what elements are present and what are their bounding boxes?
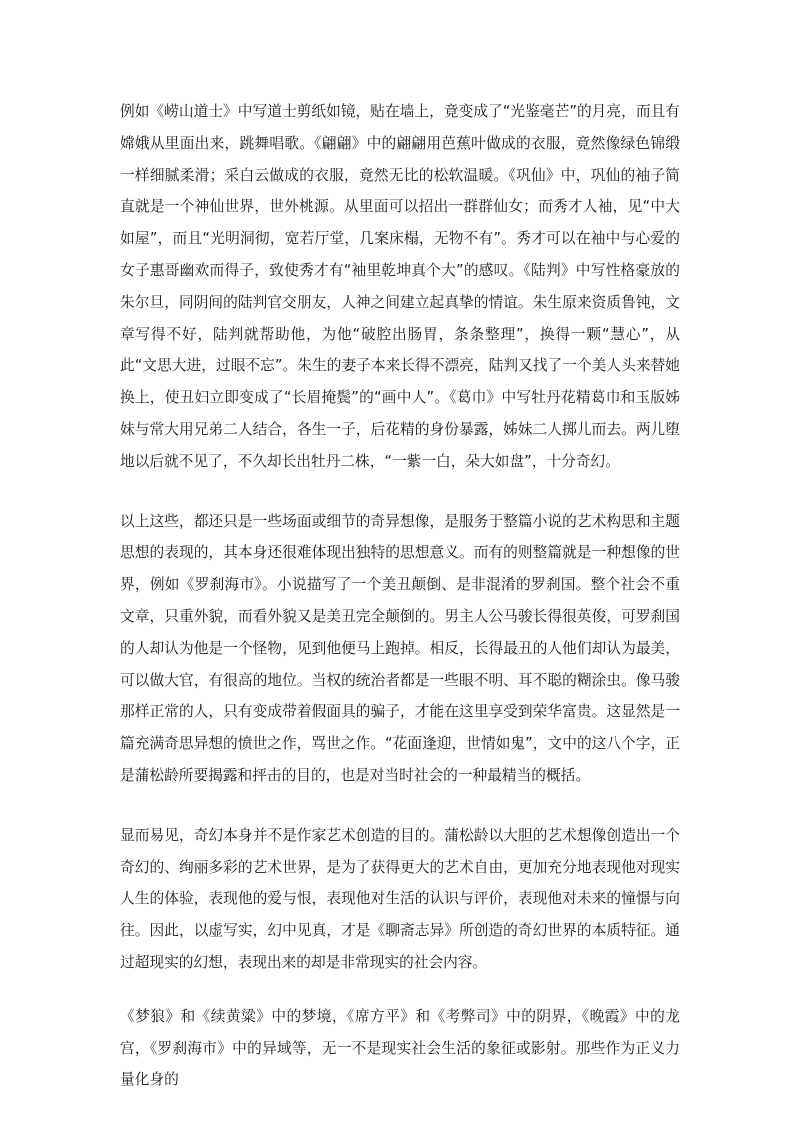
paragraph-2: 以上这些，都还只是一些场面或细节的奇异想像，是服务于整篇小说的艺术构思和主题思想的表现的，其本身还很难体现出独特的思想意义。而有的则整篇就是一种想像的世界，例如《罗刹海市》。小说描写了一个美丑颠倒、是非混淆的罗刹国。整个社会不重文章，只重外貌，而看外貌又是美丑完全颠倒的。男主人公马骏长得很英俊，可罗刹国的人却认为他是一个怪物，见到他便马上跑掉。相反，长得最丑的人他们却认为最美，可以做大官，有很高的地位。当权的统治者都是一些眼不明、耳不聪的糊涂虫。像马骏那样正常的人，只有变成带着假面具的骗子，才能在这里享受到荣华富贵。这显然是一篇充满奇思异想的愤世之作，骂世之作。“花面逢迎，世情如鬼”，文中的这八个字，正是蒲松龄所要揭露和抨击的目的，也是对当时社会的一种最精当的概括。 <box>120 512 680 784</box>
paragraph-3: 显而易见，奇幻本身并不是作家艺术创造的目的。蒲松龄以大胆的艺术想像创造出一个奇幻的、绚丽多彩的艺术世界，是为了获得更大的艺术自由，更加充分地表现他对现实人生的体验，表现他的爱与恨，表现他对生活的认识与评价，表现他对未来的憧憬与向往。因此，以虚写实，幻中见真，才是《聊斋志异》所创造的奇幻世界的本质特征。通过超现实的幻想，表现出来的却是非常现实的社会内容。 <box>120 826 680 971</box>
paragraph-1: 例如《崂山道士》中写道士剪纸如镜，贴在墙上，竟变成了“光鉴毫芒”的月亮，而且有嫦娥从里面出来，跳舞唱歌。《翩翩》中的翩翩用芭蕉叶做成的衣服，竟然像绿色锦缎一样细腻柔滑；采白云做成的衣服，竟然无比的松软温暖。《巩仙》中，巩仙的袖子简直就是一个神仙世界，世外桃源。从里面可以招出一群群仙女；而秀才人袖，见“中大如屋”，而且“光明洞彻，宽若厅堂，几案床榻，无物不有”。秀才可以在袖中与心爱的女子惠哥幽欢而得子，致使秀才有“袖里乾坤真个大”的感叹。《陆判》中写性格豪放的朱尔旦，同阴间的陆判官交朋友，人神之间建立起真挚的情谊。朱生原来资质鲁钝，文章写得不好，陆判就帮助他，为他“破腔出肠胃，条条整理”，换得一颗“慧心”，从此“文思大进，过眼不忘”。朱生的妻子本来长得不漂亮，陆判又找了一个美人头来替她换上，使丑妇立即变成了“长眉掩鬓”的“画中人”。《葛巾》中写牡丹花精葛巾和玉版姊妹与常大用兄弟二人结合，各生一子，后花精的身份暴露，姊妹二人掷儿而去。两儿堕地以后就不见了，不久却长出牡丹二株，“一紫一白，朵大如盘”，十分奇幻。 <box>120 103 680 470</box>
document-page <box>120 96 680 1096</box>
paragraph-4: 《梦狼》和《续黄粱》中的梦境，《席方平》和《考弊司》中的阴界，《晚霞》中的龙宫，《罗刹海市》中的异域等，无一不是现实社会生活的象征或影射。那些作为正义力量化身的 <box>120 1007 680 1089</box>
